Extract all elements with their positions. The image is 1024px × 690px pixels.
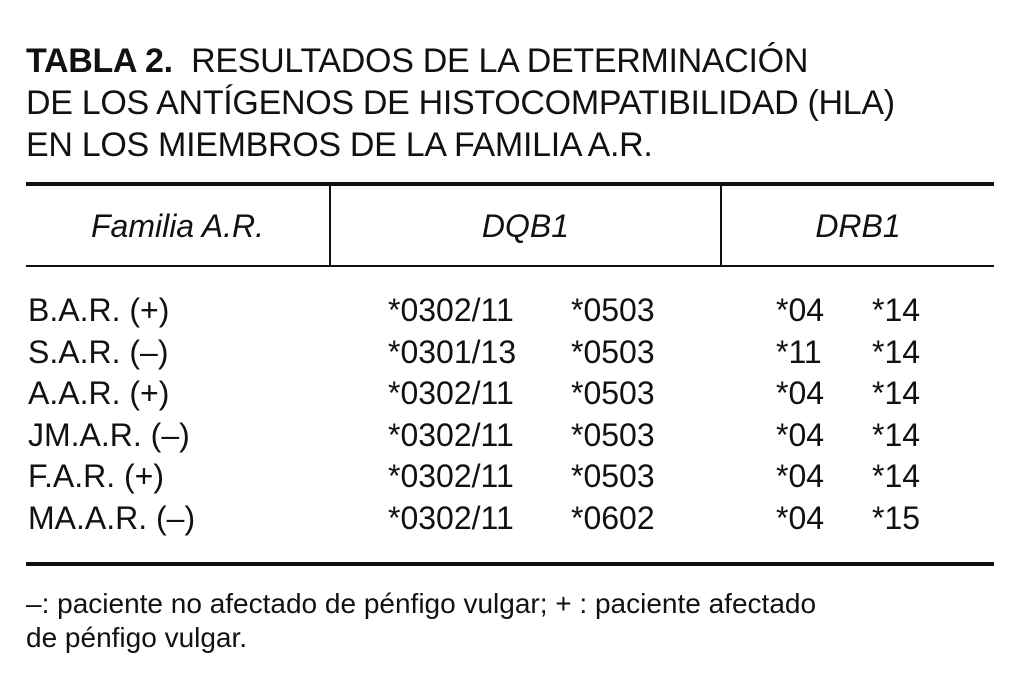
member-name: F.A.R. (+) xyxy=(28,458,165,494)
table-row xyxy=(0,456,1024,498)
header-drb1: DRB1 xyxy=(815,208,901,244)
drb1-allele-2: *15 xyxy=(872,499,921,536)
dqb1-allele-2: *0503 xyxy=(571,416,655,453)
caption-line-3: EN LOS MIEMBROS DE LA FAMILIA A.R. xyxy=(26,126,653,164)
member-name: JM.A.R. (–) xyxy=(28,416,190,453)
table-row xyxy=(0,290,1024,332)
member-name: MA.A.R. (–) xyxy=(28,499,196,536)
caption-line-1 xyxy=(26,40,986,82)
dqb1-allele-1: *0302/11 xyxy=(388,458,514,494)
header-dqb1: DQB1 xyxy=(481,208,570,244)
dqb1-allele-1: *0302/11 xyxy=(388,292,514,328)
dqb1-allele-1: *0302/11 xyxy=(388,499,514,536)
drb1-allele-1: *04 xyxy=(776,292,825,328)
dqb1-allele-1: *0301/13 xyxy=(388,333,517,370)
caption-title-start: RESULTADOS DE LA DETERMINACIÓN xyxy=(191,42,809,80)
table-label: TABLA 2. xyxy=(26,42,173,80)
table-row xyxy=(0,332,1024,374)
drb1-allele-2: *14 xyxy=(872,458,921,494)
drb1-allele-2: *14 xyxy=(872,375,921,411)
member-name: S.A.R. (–) xyxy=(28,333,169,370)
table-caption xyxy=(26,40,986,166)
table-row xyxy=(0,373,1024,415)
table-row xyxy=(0,498,1024,540)
footnote-line-2: de pénfigo vulgar. xyxy=(26,622,248,653)
table-row xyxy=(0,415,1024,457)
drb1-allele-1: *04 xyxy=(776,458,825,494)
table-body xyxy=(0,290,1024,539)
dqb1-allele-2: *0503 xyxy=(571,375,655,411)
member-name: A.A.R. (+) xyxy=(28,375,170,411)
dqb1-allele-2: *0503 xyxy=(571,292,655,328)
drb1-allele-2: *14 xyxy=(872,333,921,370)
header-familia: Familia A.R. xyxy=(90,208,265,244)
footnote-line-1: –: paciente no afectado de pénfigo vulgar; + : paciente afectado xyxy=(26,588,817,619)
dqb1-allele-1: *0302/11 xyxy=(388,416,514,453)
caption-line-2: DE LOS ANTÍGENOS DE HISTOCOMPATIBILIDAD (HLA) xyxy=(26,84,895,122)
member-name: B.A.R. (+) xyxy=(28,292,170,328)
table-header-rule xyxy=(26,265,994,267)
drb1-allele-2: *14 xyxy=(872,292,921,328)
drb1-allele-1: *04 xyxy=(776,499,825,536)
table-top-rule xyxy=(26,182,994,186)
drb1-allele-1: *11 xyxy=(776,333,822,370)
drb1-allele-2: *14 xyxy=(872,416,921,453)
table-bottom-rule xyxy=(26,562,994,566)
table-footnote xyxy=(26,587,994,655)
dqb1-allele-1: *0302/11 xyxy=(388,375,514,411)
dqb1-allele-2: *0503 xyxy=(571,458,655,494)
dqb1-allele-2: *0503 xyxy=(571,333,655,370)
drb1-allele-1: *04 xyxy=(776,375,825,411)
drb1-allele-1: *04 xyxy=(776,416,825,453)
dqb1-allele-2: *0602 xyxy=(571,499,655,536)
